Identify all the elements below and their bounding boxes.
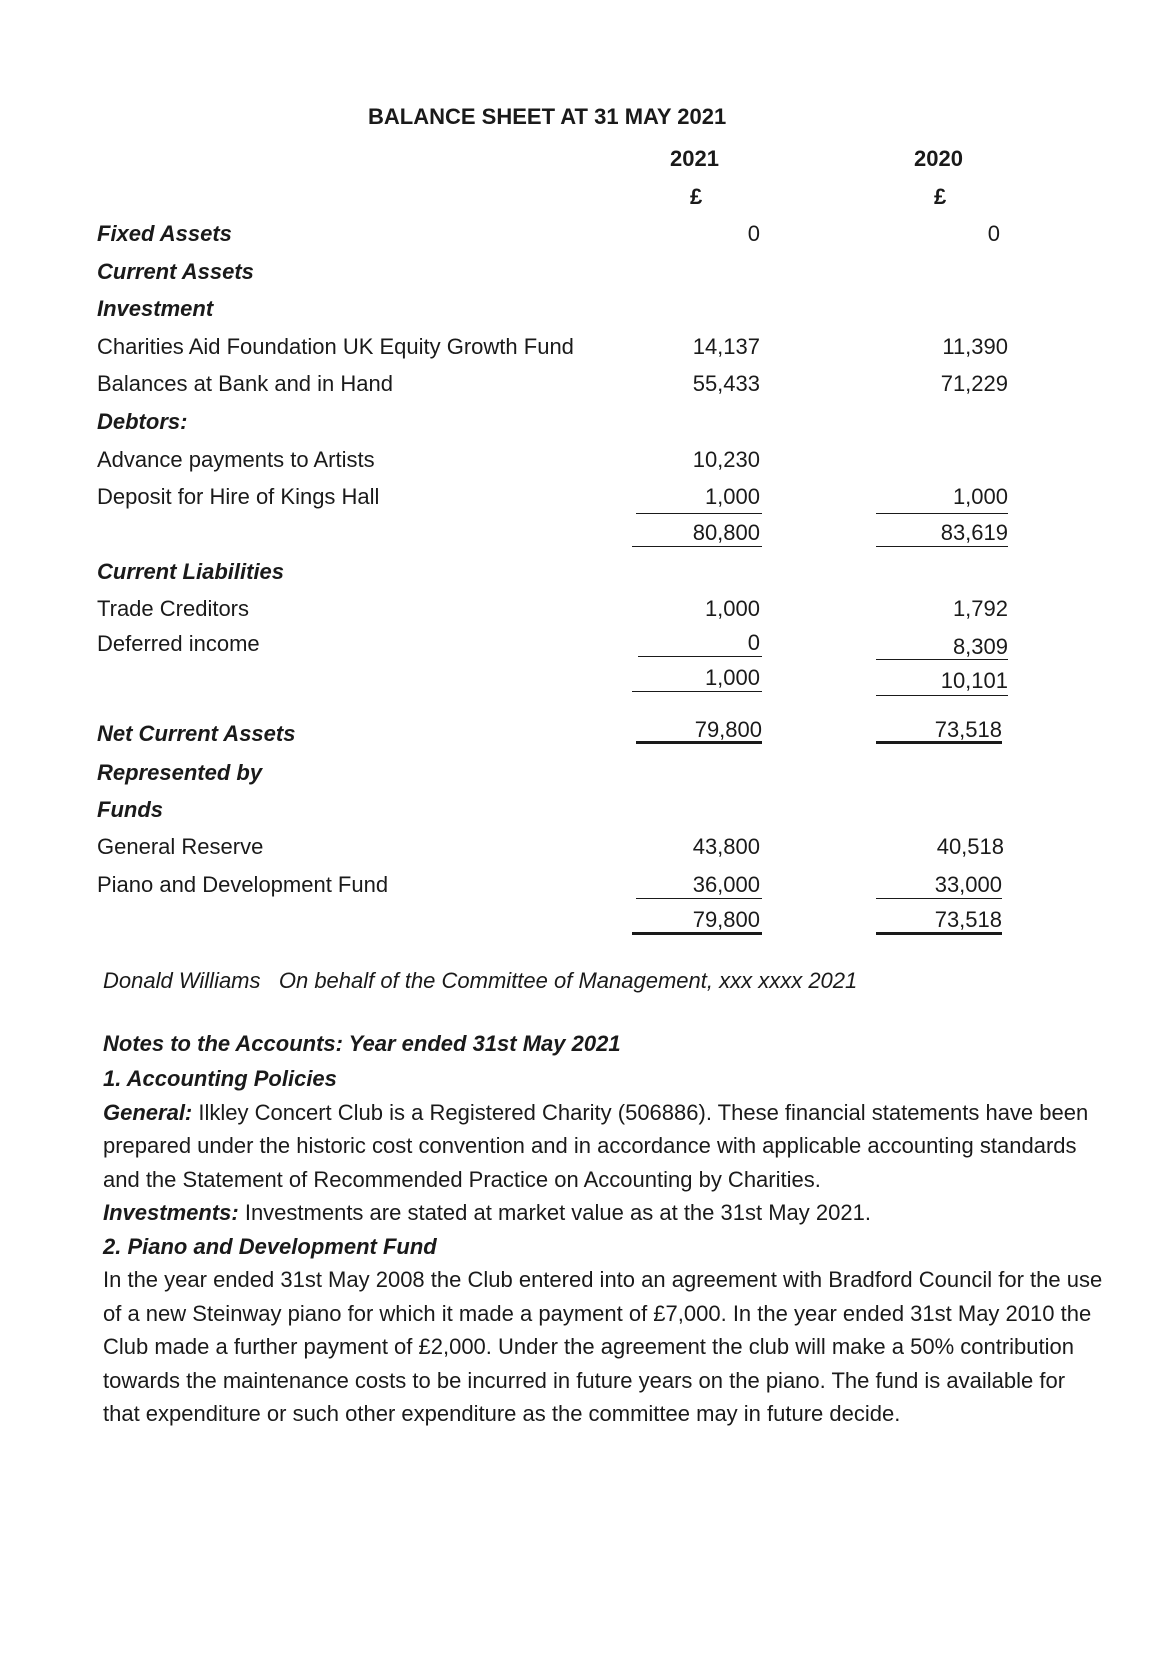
value-net-current-assets-2020: 73,518 [934,717,1002,742]
rule-net-current-assets-2021 [636,741,762,744]
value-current-assets-total-2020: 83,619 [940,520,1008,545]
value-general-reserve-2021: 43,800 [692,834,760,859]
notes-section-2-heading: 2. Piano and Development Fund [103,1233,437,1259]
rule-deferred-2020 [876,659,1008,660]
rule-deposit-2020 [876,513,1008,514]
signature-line [103,968,857,994]
rule-net-current-assets-2020 [876,741,1002,744]
signatory-name: Donald Williams [103,968,261,993]
page-title: BALANCE SHEET AT 31 MAY 2021 [368,104,727,129]
value-advance-payments-2021: 10,230 [692,447,760,472]
label-current-liabilities: Current Liabilities [97,559,285,584]
notes-investments-paragraph [103,1196,1103,1230]
label-general-reserve: General Reserve [97,834,264,859]
notes-general-key: General: [103,1099,193,1125]
value-bank-2021: 55,433 [692,371,760,396]
label-investment: Investment [97,296,214,321]
notes-heading: Notes to the Accounts: Year ended 31st May 2021 [103,1031,621,1056]
notes-investments-key: Investments: [103,1200,239,1225]
column-header-2020: 2020 [914,146,963,171]
notes-general-text: Ilkley Concert Club is a Registered Charity (506886). These financial statements have been prepared under the historic cost convention and in accordance with applicable accounting standards and the Statement of Recommended Practice on Accounting by Charities. [103,1099,1089,1192]
notes-investments-text: Investments are stated at market value as at the 31st May 2021. [238,1200,871,1225]
value-deferred-income-2020: 8,309 [952,634,1008,659]
rule-current-assets-total-2021 [632,546,762,547]
rule-cl-total-2021 [632,691,762,692]
value-bank-2020: 71,229 [940,371,1008,396]
rule-deposit-2021 [636,513,762,514]
value-current-liabilities-total-2020: 10,101 [940,668,1008,693]
value-caf-fund-2021: 14,137 [692,334,760,359]
rule-cl-total-2020 [876,695,1008,696]
label-net-current-assets: Net Current Assets [97,721,296,746]
label-bank: Balances at Bank and in Hand [97,371,393,396]
value-fixed-assets-2020: 0 [987,221,1000,246]
value-piano-fund-2020: 33,000 [934,872,1002,897]
value-deposit-2020: 1,000 [952,484,1008,509]
rule-funds-total-2021 [632,932,762,935]
label-advance-payments: Advance payments to Artists [97,447,375,472]
label-deposit: Deposit for Hire of Kings Hall [97,484,380,509]
label-fixed-assets: Fixed Assets [97,221,232,246]
column-header-2021: 2021 [670,146,719,171]
label-current-assets: Current Assets [97,259,254,284]
notes-body [103,1062,1103,1431]
currency-2021: £ [690,184,703,209]
label-deferred-income: Deferred income [97,631,260,656]
label-trade-creditors: Trade Creditors [97,596,250,621]
notes-general-paragraph [103,1096,1103,1197]
rule-current-assets-total-2020 [876,546,1008,547]
notes-section-1-heading: 1. Accounting Policies [103,1066,337,1091]
label-funds: Funds [97,797,163,822]
notes-section-2-text: In the year ended 31st May 2008 the Club entered into an agreement with Bradford Council for the use of a new Steinway piano for which it made a payment of £7,000. In the year ended 31st May 2010 the Club made a further payment of £2,000. Under the agreement the club will make a 50% contribution towards the maintenance costs to be incurred in future years on the piano. The fund is available for that expenditure or such other expenditure as the committee may in future decide. [103,1267,1103,1426]
rule-piano-fund-2020 [876,898,1002,899]
value-caf-fund-2020: 11,390 [942,334,1008,359]
signature-text: On behalf of the Committee of Management, xxx xxxx 2021 [278,968,858,993]
value-piano-fund-2021: 36,000 [692,872,760,897]
currency-2020: £ [934,184,947,209]
rule-piano-fund-2021 [636,898,762,899]
rule-funds-total-2020 [876,932,1002,935]
label-piano-fund: Piano and Development Fund [97,872,389,897]
value-trade-creditors-2020: 1,792 [952,596,1008,621]
label-debtors: Debtors: [97,409,188,434]
value-current-assets-total-2021: 80,800 [692,520,760,545]
value-funds-total-2021: 79,800 [692,907,760,932]
value-fixed-assets-2021: 0 [747,221,760,246]
label-caf-fund: Charities Aid Foundation UK Equity Growth Fund [97,334,574,359]
value-current-liabilities-total-2021: 1,000 [704,665,760,690]
label-represented-by: Represented by [97,760,263,785]
value-general-reserve-2020: 40,518 [936,834,1004,859]
value-funds-total-2020: 73,518 [934,907,1002,932]
value-net-current-assets-2021: 79,800 [694,717,762,742]
rule-deferred-2021 [638,656,762,657]
value-deferred-income-2021: 0 [747,630,760,655]
value-deposit-2021: 1,000 [704,484,760,509]
value-trade-creditors-2021: 1,000 [704,596,760,621]
